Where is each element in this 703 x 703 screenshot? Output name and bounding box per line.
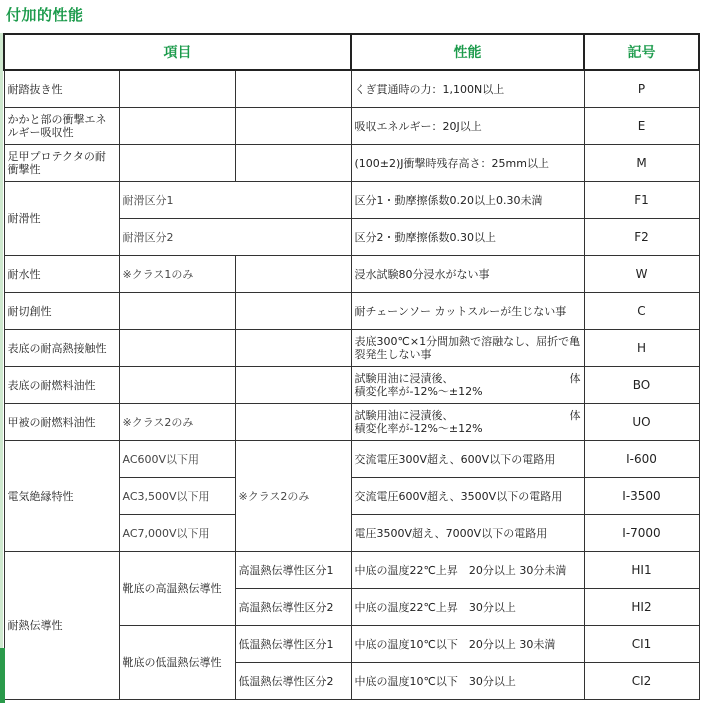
perf-cell: くぎ貫通時の力：1,100N以上 (351, 70, 584, 107)
symbol-cell: CI2 (584, 662, 699, 699)
sub-cell: AC600V以下用 (119, 440, 235, 477)
sub2-cell: ※クラス2のみ (235, 440, 351, 551)
perf-cell: 交流電圧300V超え、600V以下の電路用 (351, 440, 584, 477)
symbol-cell: P (584, 70, 699, 107)
perf-cell: 中底の温度22℃上昇 20分以上 30分未満 (351, 551, 584, 588)
sub-cell: AC7,000V以下用 (119, 514, 235, 551)
item-cell: 耐切創性 (4, 292, 119, 329)
performance-table (3, 33, 700, 700)
symbol-cell: CI1 (584, 625, 699, 662)
symbol-cell: C (584, 292, 699, 329)
item-cell: 耐踏抜き性 (4, 70, 119, 107)
perf-cell: 電圧3500V超え、7000V以下の電路用 (351, 514, 584, 551)
symbol-cell: I-3500 (584, 477, 699, 514)
item-cell: 耐水性 (4, 255, 119, 292)
table-row (4, 403, 699, 440)
table-row (4, 70, 699, 107)
perf-cell: 浸水試験80分浸水がない事 (351, 255, 584, 292)
sub2-cell: 高温熱伝導性区分1 (235, 551, 351, 588)
left-edge-marker (0, 648, 5, 703)
sub2-cell: 低温熱伝導性区分2 (235, 662, 351, 699)
sub-cell: 耐滑区分2 (119, 218, 351, 255)
item-cell: 表底の耐高熱接触性 (4, 329, 119, 366)
table-row (4, 181, 699, 218)
table-row (4, 477, 699, 514)
table-row (4, 144, 699, 181)
header-performance: 性能 (351, 34, 584, 70)
header-item: 項目 (4, 34, 351, 70)
perf-cell: 耐チェーンソー カットスルーが生じない事 (351, 292, 584, 329)
perf-cell: 区分2・動摩擦係数0.30以上 (351, 218, 584, 255)
symbol-cell: E (584, 107, 699, 144)
sub-cell: ※クラス1のみ (119, 255, 235, 292)
symbol-cell: I-600 (584, 440, 699, 477)
table-row (4, 329, 699, 366)
item-cell: 電気絶縁特性 (4, 477, 119, 514)
table-row (4, 514, 699, 551)
symbol-cell: M (584, 144, 699, 181)
sub-cell: 耐滑区分1 (119, 181, 351, 218)
perf-cell: 中底の温度10℃以下 30分以上 (351, 662, 584, 699)
perf-cell: 交流電圧600V超え、3500V以下の電路用 (351, 477, 584, 514)
perf-cell: 中底の温度10℃以下 20分以上 30未満 (351, 625, 584, 662)
sub2-cell: 高温熱伝導性区分2 (235, 588, 351, 625)
symbol-cell: I-7000 (584, 514, 699, 551)
perf-cell: 表底300℃×1分間加熱で溶融なし、屈折で亀裂発生しない事 (351, 329, 584, 366)
item-cell: 甲被の耐燃料油性 (4, 403, 119, 440)
perf-cell: 区分1・動摩擦係数0.20以上0.30未満 (351, 181, 584, 218)
sub-cell: 靴底の低温熱伝導性 (119, 625, 235, 699)
symbol-cell: F1 (584, 181, 699, 218)
symbol-cell: BO (584, 366, 699, 403)
table-row (4, 551, 699, 588)
table-row (4, 292, 699, 329)
symbol-cell: F2 (584, 218, 699, 255)
perf-cell: 中底の温度22℃上昇 30分以上 (351, 588, 584, 625)
table-row (4, 107, 699, 144)
page-title: 付加的性能 (6, 6, 84, 24)
symbol-cell: HI2 (584, 588, 699, 625)
symbol-cell: UO (584, 403, 699, 440)
table-row (4, 366, 699, 403)
sub-cell: AC3,500V以下用 (119, 477, 235, 514)
perf-cell: (100±2)J衝撃時残存高さ：25mm以上 (351, 144, 584, 181)
sub2-cell: 低温熱伝導性区分1 (235, 625, 351, 662)
item-cell: 表底の耐燃料油性 (4, 366, 119, 403)
perf-cell: 試験用油に浸漬後、 体 積変化率が-12%～±12% (351, 366, 584, 403)
table-row (4, 255, 699, 292)
item-cell: 耐滑性 (4, 181, 119, 255)
perf-cell: 吸収エネルギー：20J以上 (351, 107, 584, 144)
symbol-cell: HI1 (584, 551, 699, 588)
table-row (4, 440, 699, 477)
sub-cell: 靴底の高温熱伝導性 (119, 551, 235, 625)
perf-cell: 試験用油に浸漬後、 体 積変化率が-12%～±12% (351, 403, 584, 440)
symbol-cell: W (584, 255, 699, 292)
sub-cell: ※クラス2のみ (119, 403, 235, 440)
header-row (4, 34, 699, 70)
symbol-cell: H (584, 329, 699, 366)
item-cell: 耐熱伝導性 (4, 551, 119, 699)
item-cell: 足甲プロテクタの耐衝撃性 (4, 144, 119, 181)
header-symbol: 記号 (584, 34, 699, 70)
item-cell: かかと部の衝撃エネルギー吸収性 (4, 107, 119, 144)
